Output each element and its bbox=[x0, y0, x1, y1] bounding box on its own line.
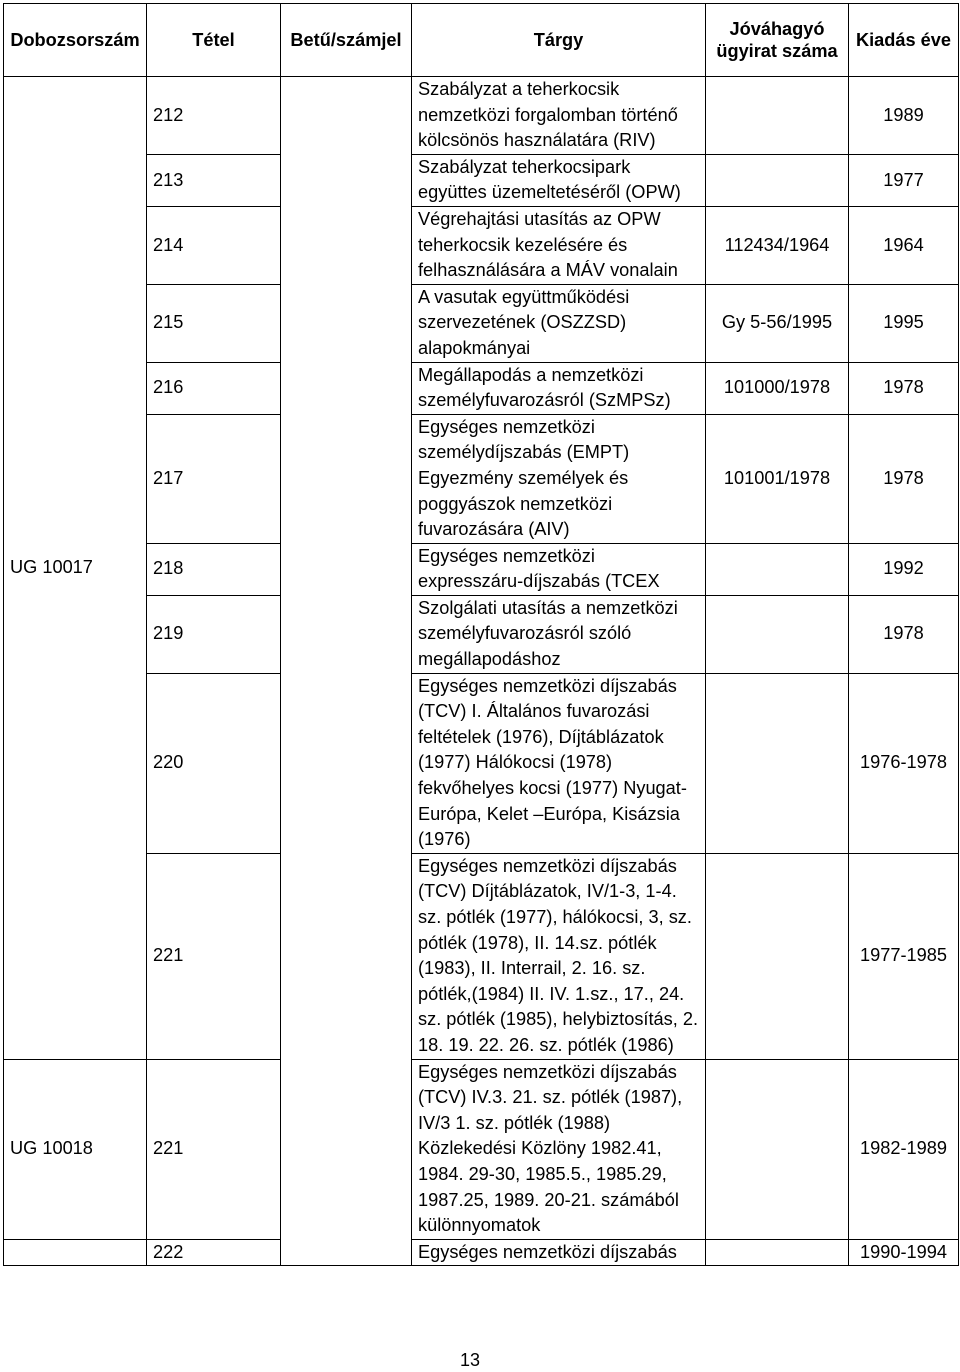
subject-cell: Megállapodás a nemzetközi személyfuvarozásról (SzMPSz) bbox=[412, 362, 706, 414]
year-cell: 1977-1985 bbox=[849, 853, 959, 1059]
item-cell: 222 bbox=[147, 1239, 281, 1266]
item-cell: 221 bbox=[147, 1059, 281, 1239]
file-cell bbox=[706, 1059, 849, 1239]
file-cell bbox=[706, 543, 849, 595]
year-cell: 1964 bbox=[849, 206, 959, 284]
year-cell: 1978 bbox=[849, 414, 959, 543]
header-box-number: Dobozsorszám bbox=[4, 4, 147, 77]
subject-cell: Szabályzat teherkocsipark együttes üzemeltetéséről (OPW) bbox=[412, 154, 706, 206]
table-row bbox=[4, 206, 959, 284]
item-cell: 218 bbox=[147, 543, 281, 595]
table-row bbox=[4, 154, 959, 206]
year-cell: 1990-1994 bbox=[849, 1239, 959, 1266]
box-cell: UG 10018 bbox=[4, 1059, 147, 1239]
header-year: Kiadás éve bbox=[849, 4, 959, 77]
table-row bbox=[4, 1059, 959, 1239]
file-cell: 101001/1978 bbox=[706, 414, 849, 543]
header-approval-file: Jóváhagyó ügyirat száma bbox=[706, 4, 849, 77]
year-cell: 1978 bbox=[849, 595, 959, 673]
table-row bbox=[4, 543, 959, 595]
file-cell: 112434/1964 bbox=[706, 206, 849, 284]
table-body bbox=[4, 77, 959, 1266]
subject-cell: Egységes nemzetközi díjszabás (TCV) IV.3. 21. sz. pótlék (1987), IV/3 1. sz. pótlék (1988) Közlekedési Közlöny 1982.41, 1984. 29-30, 1985.5., 1985.29, 1987.25, 1989. 20-21. számából különnyomatok bbox=[412, 1059, 706, 1239]
item-cell: 221 bbox=[147, 853, 281, 1059]
table-row bbox=[4, 362, 959, 414]
year-cell: 1978 bbox=[849, 362, 959, 414]
file-cell bbox=[706, 1239, 849, 1266]
file-cell: 101000/1978 bbox=[706, 362, 849, 414]
table-row bbox=[4, 77, 959, 155]
inventory-table bbox=[3, 3, 959, 1266]
page-number: 13 bbox=[459, 1350, 481, 1370]
file-cell bbox=[706, 673, 849, 853]
subject-cell: A vasutak együttműködési szervezetének (OSZZSD) alapokmányai bbox=[412, 284, 706, 362]
year-cell: 1977 bbox=[849, 154, 959, 206]
file-cell bbox=[706, 154, 849, 206]
file-cell bbox=[706, 77, 849, 155]
table-row bbox=[4, 284, 959, 362]
table-row bbox=[4, 1239, 959, 1266]
code-cell bbox=[281, 77, 412, 1266]
item-cell: 213 bbox=[147, 154, 281, 206]
table-row bbox=[4, 853, 959, 1059]
file-cell bbox=[706, 595, 849, 673]
year-cell: 1989 bbox=[849, 77, 959, 155]
item-cell: 217 bbox=[147, 414, 281, 543]
item-cell: 214 bbox=[147, 206, 281, 284]
header-subject: Tárgy bbox=[412, 4, 706, 77]
item-cell: 220 bbox=[147, 673, 281, 853]
year-cell: 1976-1978 bbox=[849, 673, 959, 853]
subject-cell: Szabályzat a teherkocsik nemzetközi forgalomban történő kölcsönös használatára (RIV) bbox=[412, 77, 706, 155]
year-cell: 1992 bbox=[849, 543, 959, 595]
box-cell bbox=[4, 1239, 147, 1266]
header-code: Betű/számjel bbox=[281, 4, 412, 77]
header-item: Tétel bbox=[147, 4, 281, 77]
item-cell: 216 bbox=[147, 362, 281, 414]
year-cell: 1982-1989 bbox=[849, 1059, 959, 1239]
table-header bbox=[4, 4, 959, 77]
subject-cell: Szolgálati utasítás a nemzetközi személyfuvarozásról szóló megállapodáshoz bbox=[412, 595, 706, 673]
table-row bbox=[4, 595, 959, 673]
item-cell: 212 bbox=[147, 77, 281, 155]
file-cell bbox=[706, 853, 849, 1059]
subject-cell: Egységes nemzetközi díjszabás (TCV) Díjtáblázatok, IV/1-3, 1-4. sz. pótlék (1977), hálókocsi, 3, sz. pótlék (1978), II. 14.sz. pótlék (1983), II. Interrail, 2. 16. sz. pótlék,(1984) II. IV. 1.sz., 17., 24. sz. pótlék (1985), helybiztosítás, 2. 18. 19. 22. 26. sz. pótlék (1986) bbox=[412, 853, 706, 1059]
table-row bbox=[4, 673, 959, 853]
item-cell: 219 bbox=[147, 595, 281, 673]
box-cell: UG 10017 bbox=[4, 77, 147, 1060]
subject-cell: Egységes nemzetközi expresszáru-díjszabás (TCEX bbox=[412, 543, 706, 595]
subject-cell: Egységes nemzetközi személydíjszabás (EMPT) Egyezmény személyek és poggyászok nemzetközi fuvarozására (AIV) bbox=[412, 414, 706, 543]
subject-cell: Végrehajtási utasítás az OPW teherkocsik kezelésére és felhasználására a MÁV vonalain bbox=[412, 206, 706, 284]
year-cell: 1995 bbox=[849, 284, 959, 362]
subject-cell: Egységes nemzetközi díjszabás bbox=[412, 1239, 706, 1266]
item-cell: 215 bbox=[147, 284, 281, 362]
file-cell: Gy 5-56/1995 bbox=[706, 284, 849, 362]
table-row bbox=[4, 414, 959, 543]
subject-cell: Egységes nemzetközi díjszabás (TCV) I. Általános fuvarozási feltételek (1976), Díjtáblázatok (1977) Hálókocsi (1978) fekvőhelyes kocsi (1977) Nyugat-Európa, Kelet –Európa, Kisázsia (1976) bbox=[412, 673, 706, 853]
